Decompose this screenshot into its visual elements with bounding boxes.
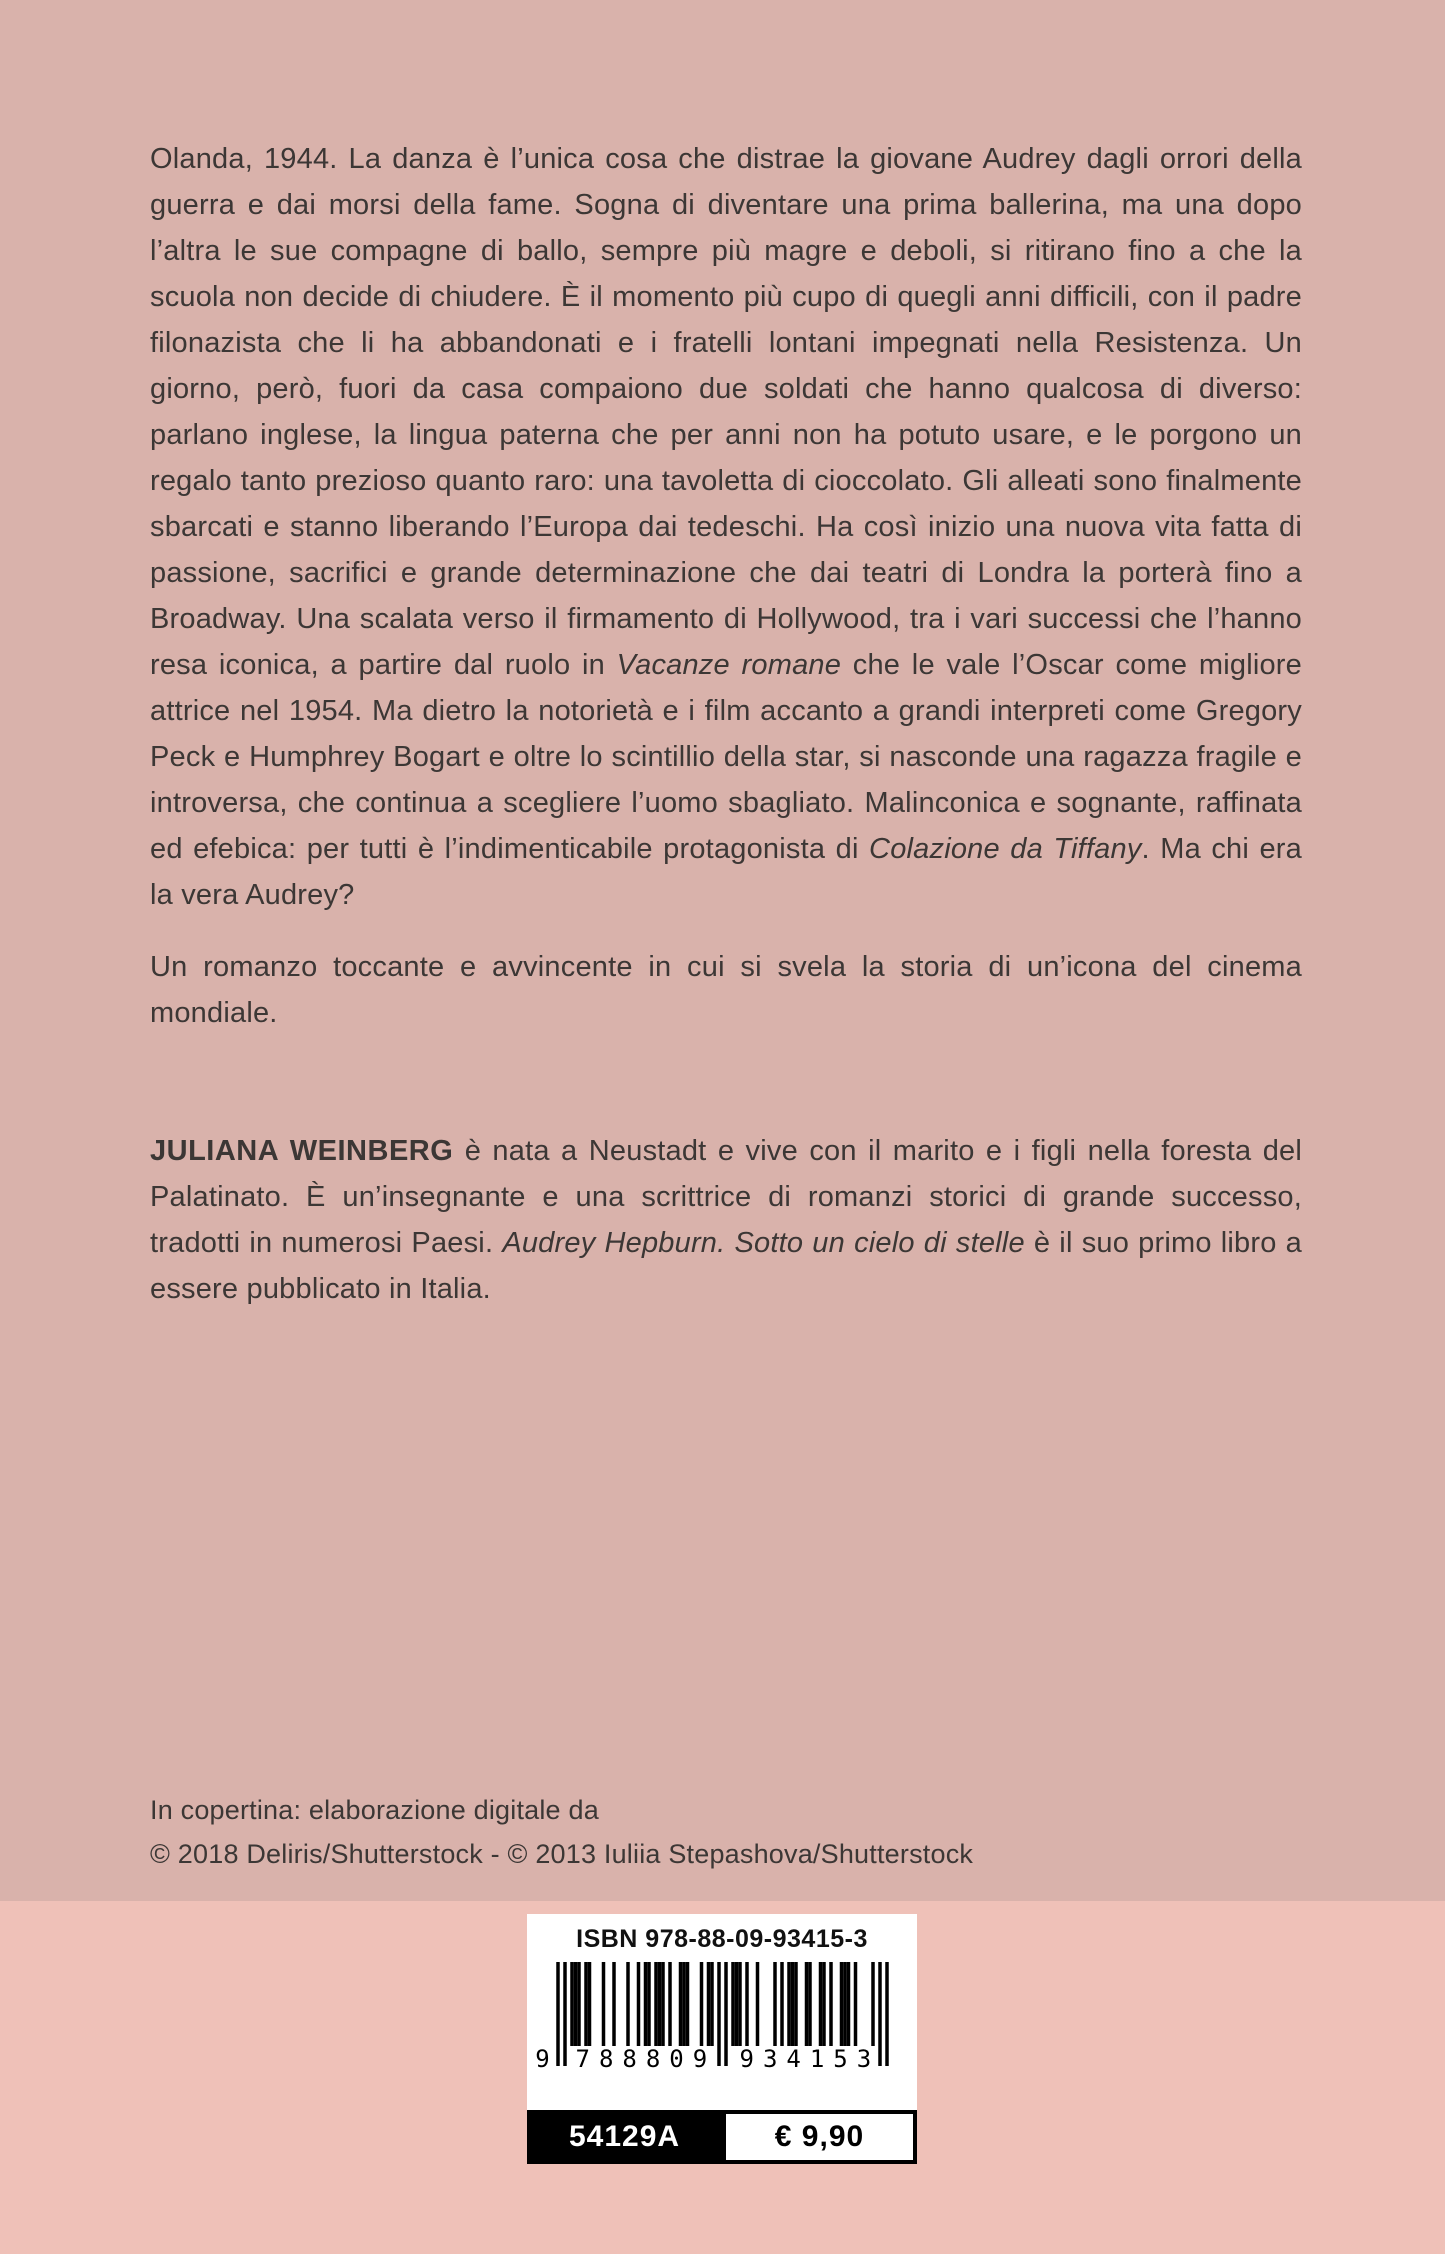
price: € 9,90 — [722, 2110, 917, 2164]
barcode-digit-group-1: 788809 — [567, 2046, 714, 2072]
synopsis-paragraph — [150, 136, 1302, 918]
credit-line-2: © 2018 Deliris/Shutterstock - © 2013 Iuliia Stepashova/Shutterstock — [150, 1839, 974, 1869]
movie-title-vacanze-romane: Vacanze romane — [616, 649, 842, 681]
isbn-box — [527, 1914, 917, 2110]
back-cover-text — [150, 136, 1302, 1312]
isbn-label: ISBN 978-88-09-93415-3 — [576, 1925, 868, 1953]
price-row — [527, 2110, 917, 2164]
barcode-digit-lead: 9 — [535, 2045, 550, 2073]
synopsis-text-1: Olanda, 1944. La danza è l’unica cosa che distrae la giovane Audrey dagli orrori della guerra e dai morsi della fame. Sogna di diventare una prima ballerina, ma una dopo l’altra le sue compagne di ballo, sempre più magre e deboli, si ritirano fino a che la scuola non decide di chiudere. È il momento più cupo di quegli anni difficili, con il padre filonazista che li ha abbandonati e i fratelli lontani impegnati nella Resistenza. Un giorno, però, fuori da casa compaiono due soldati che hanno qualcosa di diverso: parlano inglese, la lingua paterna che per anni non ha potuto usare, e le porgono un regalo tanto prezioso quanto raro: una tavoletta di cioccolato. Gli alleati sono finalmente sbarcati e stanno liberando l’Europa dai tedeschi. Ha così inizio una nuova vita fatta di passione, sacrifici e grande determinazione che dai teatri di Londra la porterà fino a Broadway. Una scalata verso il firmamento di Hollywood, tra i vari successi che l’hanno resa iconica, a partire dal ruolo in — [150, 143, 1302, 681]
synopsis-text-2: che le vale l’Oscar come migliore attrice nel 1954. Ma dietro la notorietà e i film accanto a grandi interpreti come Gregory Peck e Humphrey Bogart e oltre lo scintillio della star, si nasconde una ragazza fragile e introversa, che continua a scegliere l’uomo sbagliato. Malinconica e sognante, raffinata ed efebica: per tutti è l’indimenticabile protagonista di — [150, 649, 1302, 865]
book-title: Audrey Hepburn. Sotto un cielo di stelle — [502, 1227, 1025, 1259]
author-bio — [150, 1128, 1302, 1312]
barcode-area — [535, 1962, 889, 2073]
synopsis-text-3: . Ma chi era la vera Audrey? — [150, 833, 1302, 911]
closing-paragraph: Un romanzo toccante e avvincente in cui si svela la storia di un’icona del cinema mondiale. — [150, 951, 1302, 1029]
cover-credits — [150, 1788, 973, 1876]
credit-line-1: In copertina: elaborazione digitale da — [150, 1795, 599, 1825]
author-name: JULIANA WEINBERG — [150, 1135, 454, 1167]
edition-code: 54129A — [568, 2120, 681, 2153]
bio-text-2: è il suo primo libro a essere pubblicato in Italia. — [150, 1227, 1302, 1305]
movie-title-colazione-da-tiffany: Colazione da Tiffany — [869, 833, 1142, 865]
barcode-digit-group-2: 934153 — [731, 2046, 878, 2072]
bio-text-1: è nata a Neustadt e vive con il marito e i figli nella foresta del Palatinato. È un’insegnante e una scrittrice di romanzi storici di grande successo, tradotti in numerosi Paesi. — [150, 1135, 1303, 1259]
